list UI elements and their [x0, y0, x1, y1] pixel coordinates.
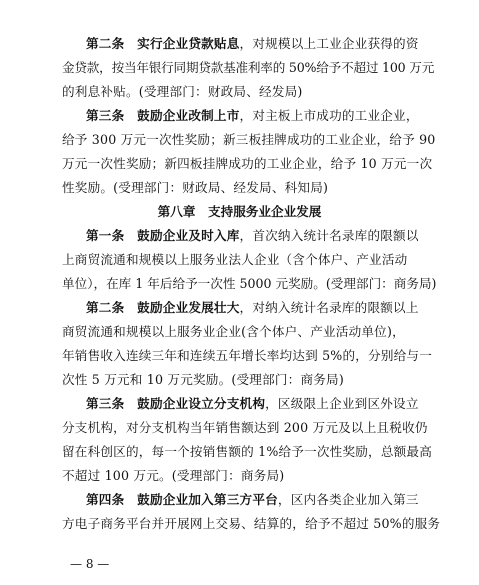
text-line: 年销售收入连续三年和连续五年增长率均达到 5%的，分别给与一: [62, 348, 433, 363]
text-line: 的利息补贴。(受理部门：财政局、经发局): [62, 84, 303, 99]
text-line: 不超过 100 万元。(受理部门：商务局): [62, 468, 285, 483]
article-heading: 第三条 鼓励企业改制上市: [86, 108, 240, 123]
text-line: 分支机构，对分支机构当年销售额达到 200 万元及以上且税收仍: [62, 420, 428, 435]
text-line: 次性 5 万元和 10 万元奖励。(受理部门：商务局): [62, 372, 344, 387]
article-heading: 第二条 鼓励企业发展壮大: [86, 300, 240, 315]
article-text: ，首次纳入统计名录库的限额以: [239, 228, 419, 243]
text-line: 金贷款，按当年银行同期贷款基准利率的 50%给予不超过 100 万元: [62, 60, 435, 75]
text-line: 性奖励。(受理部门：财政局、经发局、科知局): [62, 180, 329, 195]
article-text: ，区内各类企业加入第三: [277, 492, 419, 507]
article-text: ，区级限上企业到区外设立: [265, 396, 419, 411]
article-heading: 第一条 鼓励企业及时入库: [86, 228, 240, 243]
article-text: ，对纳入统计名录库的限额以上: [239, 300, 419, 315]
text-line: 方电子商务平台并开展网上交易、结算的，给予不超过 50%的服务: [62, 516, 441, 531]
page-number: — 8 —: [70, 557, 110, 571]
text-line: [86, 396, 419, 412]
text-line: 给予 300 万元一次性奖励；新三板挂牌成功的工业企业，给予 90: [62, 132, 436, 147]
text-line: [86, 492, 419, 508]
text-line: 留在科创区的，每一个按销售额的 1%给予一次性奖励，总额最高: [62, 444, 433, 459]
chapter-heading: 第八章 支持服务业企业发展: [157, 204, 322, 219]
text-line: 万元一次性奖励；新四板挂牌成功的工业企业，给予 10 万元一次: [62, 156, 433, 171]
text-line: 单位），在库 1 年后给予一次性 5000 元奖励。(受理部门：商务局): [62, 276, 437, 291]
text-line: [86, 36, 419, 52]
text-line: 上商贸流通和规模以上服务业法人企业（含个体户、产业活动: [62, 252, 408, 267]
article-heading: 第四条 鼓励企业加入第三方平台: [86, 492, 278, 507]
text-line: [86, 108, 419, 124]
article-heading: 第三条 鼓励企业设立分支机构: [86, 396, 266, 411]
article-heading: 第二条 实行企业贷款贴息: [86, 36, 240, 51]
text-line: 商贸流通和规模以上服务业企业(含个体户、产业活动单位)，: [62, 324, 405, 339]
article-text: ，对规模以上工业企业获得的资: [239, 36, 419, 51]
text-line: [86, 228, 419, 244]
article-text: ，对主板上市成功的工业企业，: [239, 108, 419, 123]
text-line: [86, 300, 419, 316]
